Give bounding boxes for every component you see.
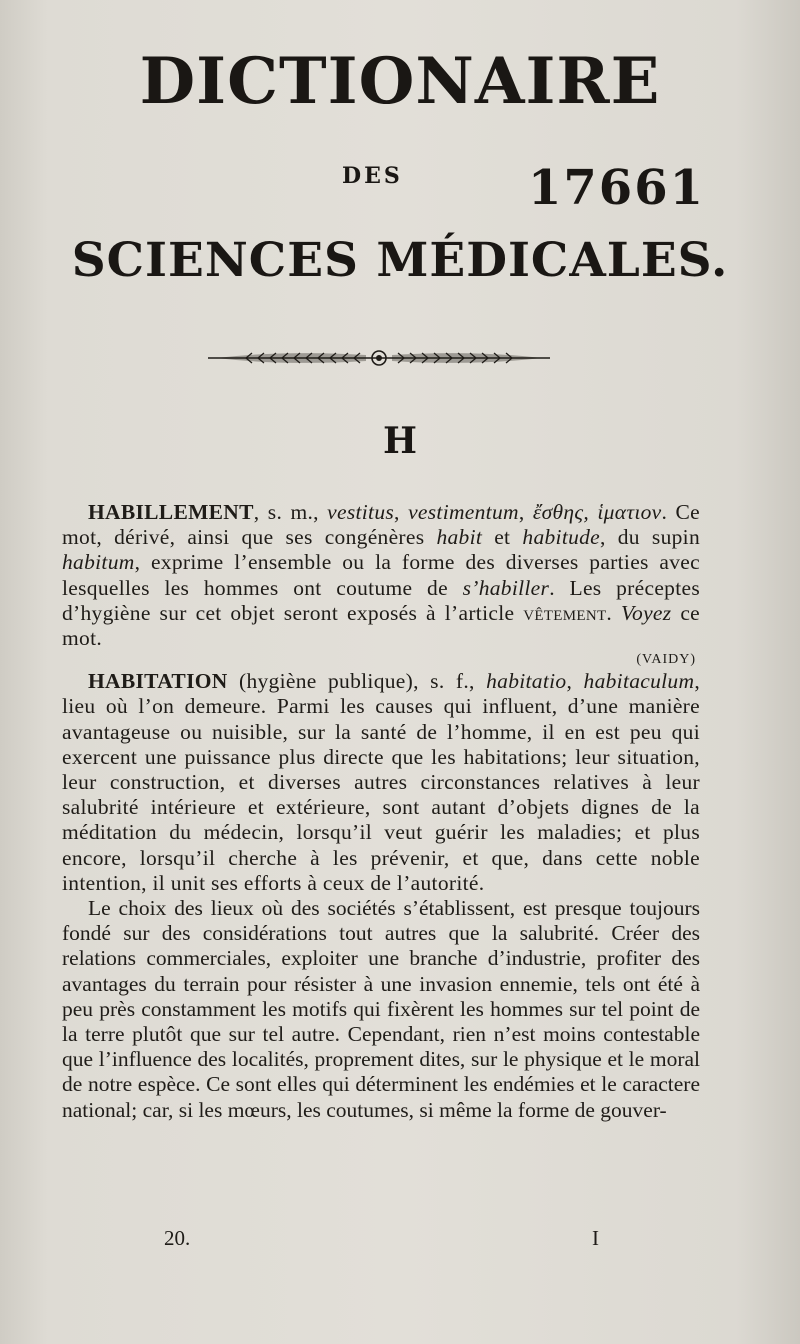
- entry-text: ,: [518, 500, 533, 524]
- entry-text: et: [482, 525, 523, 550]
- latin-term: habitatio: [486, 669, 567, 694]
- entry-text: ,: [394, 500, 409, 524]
- cross-reference: vêtement: [523, 600, 607, 625]
- entry-text: ce mot.: [62, 600, 700, 651]
- cognate-term: s’habiller: [462, 575, 550, 600]
- headword: HABILLEMENT: [88, 500, 254, 524]
- entry-text: ,: [566, 669, 584, 694]
- entry-text: . Les préceptes d’hygiène sur cet objet seront exposés à l’article: [62, 575, 700, 625]
- latin-term: habitaculum: [583, 669, 695, 694]
- entry-habillement: [62, 500, 700, 651]
- title-des: DES: [342, 163, 403, 189]
- gathering-mark: I: [592, 1226, 599, 1250]
- entry-text: . Ce mot, dérivé, ainsi que ses congénères: [62, 500, 700, 550]
- latin-term: vestitus: [327, 500, 395, 524]
- greek-term: ἔσθης, ἱματιον: [532, 500, 662, 524]
- entry-text: .: [606, 600, 621, 625]
- cognate-term: habitude: [522, 525, 601, 550]
- cognate-term: habitum: [62, 550, 135, 575]
- latin-term: vestimentum: [408, 500, 519, 524]
- voyez-word: Voyez: [620, 600, 672, 625]
- book-subtitle: SCIENCES MÉDICALES.: [71, 233, 729, 288]
- entry-text: , exprime l’ensemble ou la forme des diverses parties avec lesquelles les hommes ont coutume de: [62, 550, 700, 600]
- paragraph: Le choix des lieux où des sociétés s’établissent, est presque toujours fondé sur des considérations tout autres que la salubrité. Créer des relations commerciales, exploiter une branche d’industrie, profiter des avantages du terrain pour résister à une invasion ennemie, tels ont été à peu près constamment les motifs qui fixèrent les hommes sur tel point de la terre plutôt que sur tel autre. Cependant, rien n’est moins contestable que l’influence des localités, proprement dites, sur le physique et le moral de notre espèce. Ce sont elles qui déterminent les endémies et le caractere national; car, si les mœurs, les coutumes, si même la forme de gouver-: [62, 896, 700, 1122]
- entry-text: , s. m.,: [253, 500, 328, 524]
- entry-text: (hygiène publique), s. f.,: [227, 669, 487, 694]
- library-stamp-number: 17661: [528, 160, 705, 216]
- ornament-rule-icon: [206, 346, 552, 370]
- cognate-term: habit: [436, 525, 483, 550]
- book-title: DICTIONAIRE: [139, 44, 661, 119]
- author-signature: (VAIDY): [636, 652, 696, 668]
- entry-text: , du supin: [600, 525, 700, 550]
- entry-text: , lieu où l’on demeure. Parmi les causes qui influent, d’une manière avantageuse ou nuisible, sur la santé de l’homme, il en est peu qui exercent une puissance plus directe que les habitations; leur situation, leur construction, et diverses autres circonstances relatives à leur salubrité intérieure et extérieure, sont autant d’objets dignes de la méditation du médecin, lorsqu’il veut guérir les maladies; et plus encore, lorsqu’il cherche à les prévenir, et que, dans cette noble intention, il unit ses efforts à ceux de l’autorité.: [62, 669, 700, 895]
- section-letter-heading: H: [382, 420, 417, 462]
- headword: HABITATION: [88, 669, 228, 694]
- printer-signature-mark: 20.: [164, 1226, 191, 1250]
- entry-habitation: [62, 669, 700, 896]
- article-body: [62, 500, 700, 1123]
